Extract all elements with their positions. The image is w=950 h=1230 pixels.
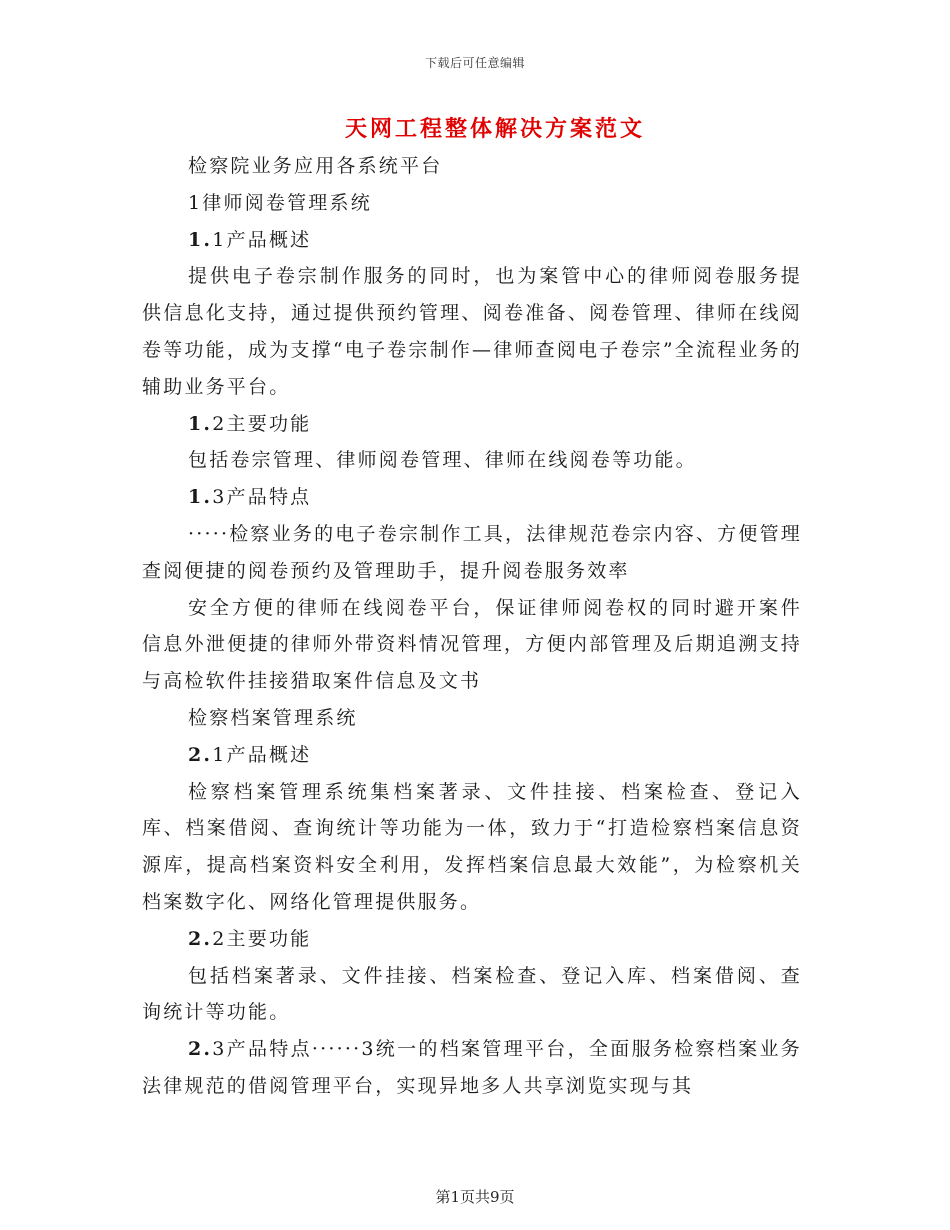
paragraph-text: 检察档案管理系统集档案著录、文件挂接、档案检查、登记入库、档案借阅、查询统计等功能为一体，致力于“打造检察档案信息资源库，提高档案资料安全利用，发挥档案信息最大效能”，为检察机关档案数字化、网络化管理提供服务。 [142,780,802,913]
paragraph-text: 1产品概述 [212,743,312,766]
paragraph [142,516,802,590]
paragraph [142,148,802,185]
paragraph [142,700,802,737]
paragraph [142,737,802,774]
paragraph [142,921,802,958]
paragraph-text: 包括卷宗管理、律师阅卷管理、律师在线阅卷等功能。 [188,449,697,472]
paragraph [142,258,802,405]
paragraph-text: 3产品特点······3统一的档案管理平台，全面服务检察档案业务法律规范的借阅管理平台，实现异地多人共享浏览实现与其 [142,1038,802,1097]
paragraph-text: 检察档案管理系统 [188,706,358,729]
section-number: 2. [188,1038,213,1061]
paragraph-text: 3产品特点 [212,486,312,509]
section-number: 1. [188,228,213,251]
paragraph [142,222,802,259]
paragraph-text: 提供电子卷宗制作服务的同时，也为案管中心的律师阅卷服务提供信息化支持，通过提供预约管理、阅卷准备、阅卷管理、律师在线阅卷等功能，成为支撑“电子卷宗制作—律师查阅电子卷宗”全流程业务的辅助业务平台。 [142,265,802,398]
page-footer: 第1页共9页 [435,1188,515,1206]
page-header: 下载后可任意编辑 [424,56,525,70]
paragraph-text: 2主要功能 [212,927,312,950]
paragraph-text: 检察院业务应用各系统平台 [188,155,443,177]
document-body [142,148,802,1105]
paragraph [142,479,802,516]
paragraph [142,774,802,921]
paragraph-text: 1产品概述 [212,228,312,251]
paragraph [142,958,802,1032]
paragraph-text: 安全方便的律师在线阅卷平台，保证律师阅卷权的同时避开案件信息外泄便捷的律师外带资料情况管理，方便内部管理及后期追溯支持与高检软件挂接猎取案件信息及文书 [142,596,802,693]
section-number: 1. [188,412,213,435]
paragraph [142,406,802,443]
paragraph [142,442,802,479]
paragraph-text: 2主要功能 [212,412,312,435]
section-number: 1. [188,486,213,509]
paragraph-text: 1律师阅卷管理系统 [188,191,372,214]
section-number: 2. [188,743,213,766]
paragraph [142,185,802,222]
section-number: 2. [188,927,213,950]
paragraph [142,590,802,700]
paragraph-text: 包括档案著录、文件挂接、档案检查、登记入库、档案借阅、查询统计等功能。 [142,964,802,1024]
paragraph-text: ·····检察业务的电子卷宗制作工具，法律规范卷宗内容、方便管理查阅便捷的阅卷预约及管理助手，提升阅卷服务效率 [142,522,802,582]
paragraph [142,1031,802,1105]
document-title: 天网工程整体解决方案范文 [344,116,645,142]
